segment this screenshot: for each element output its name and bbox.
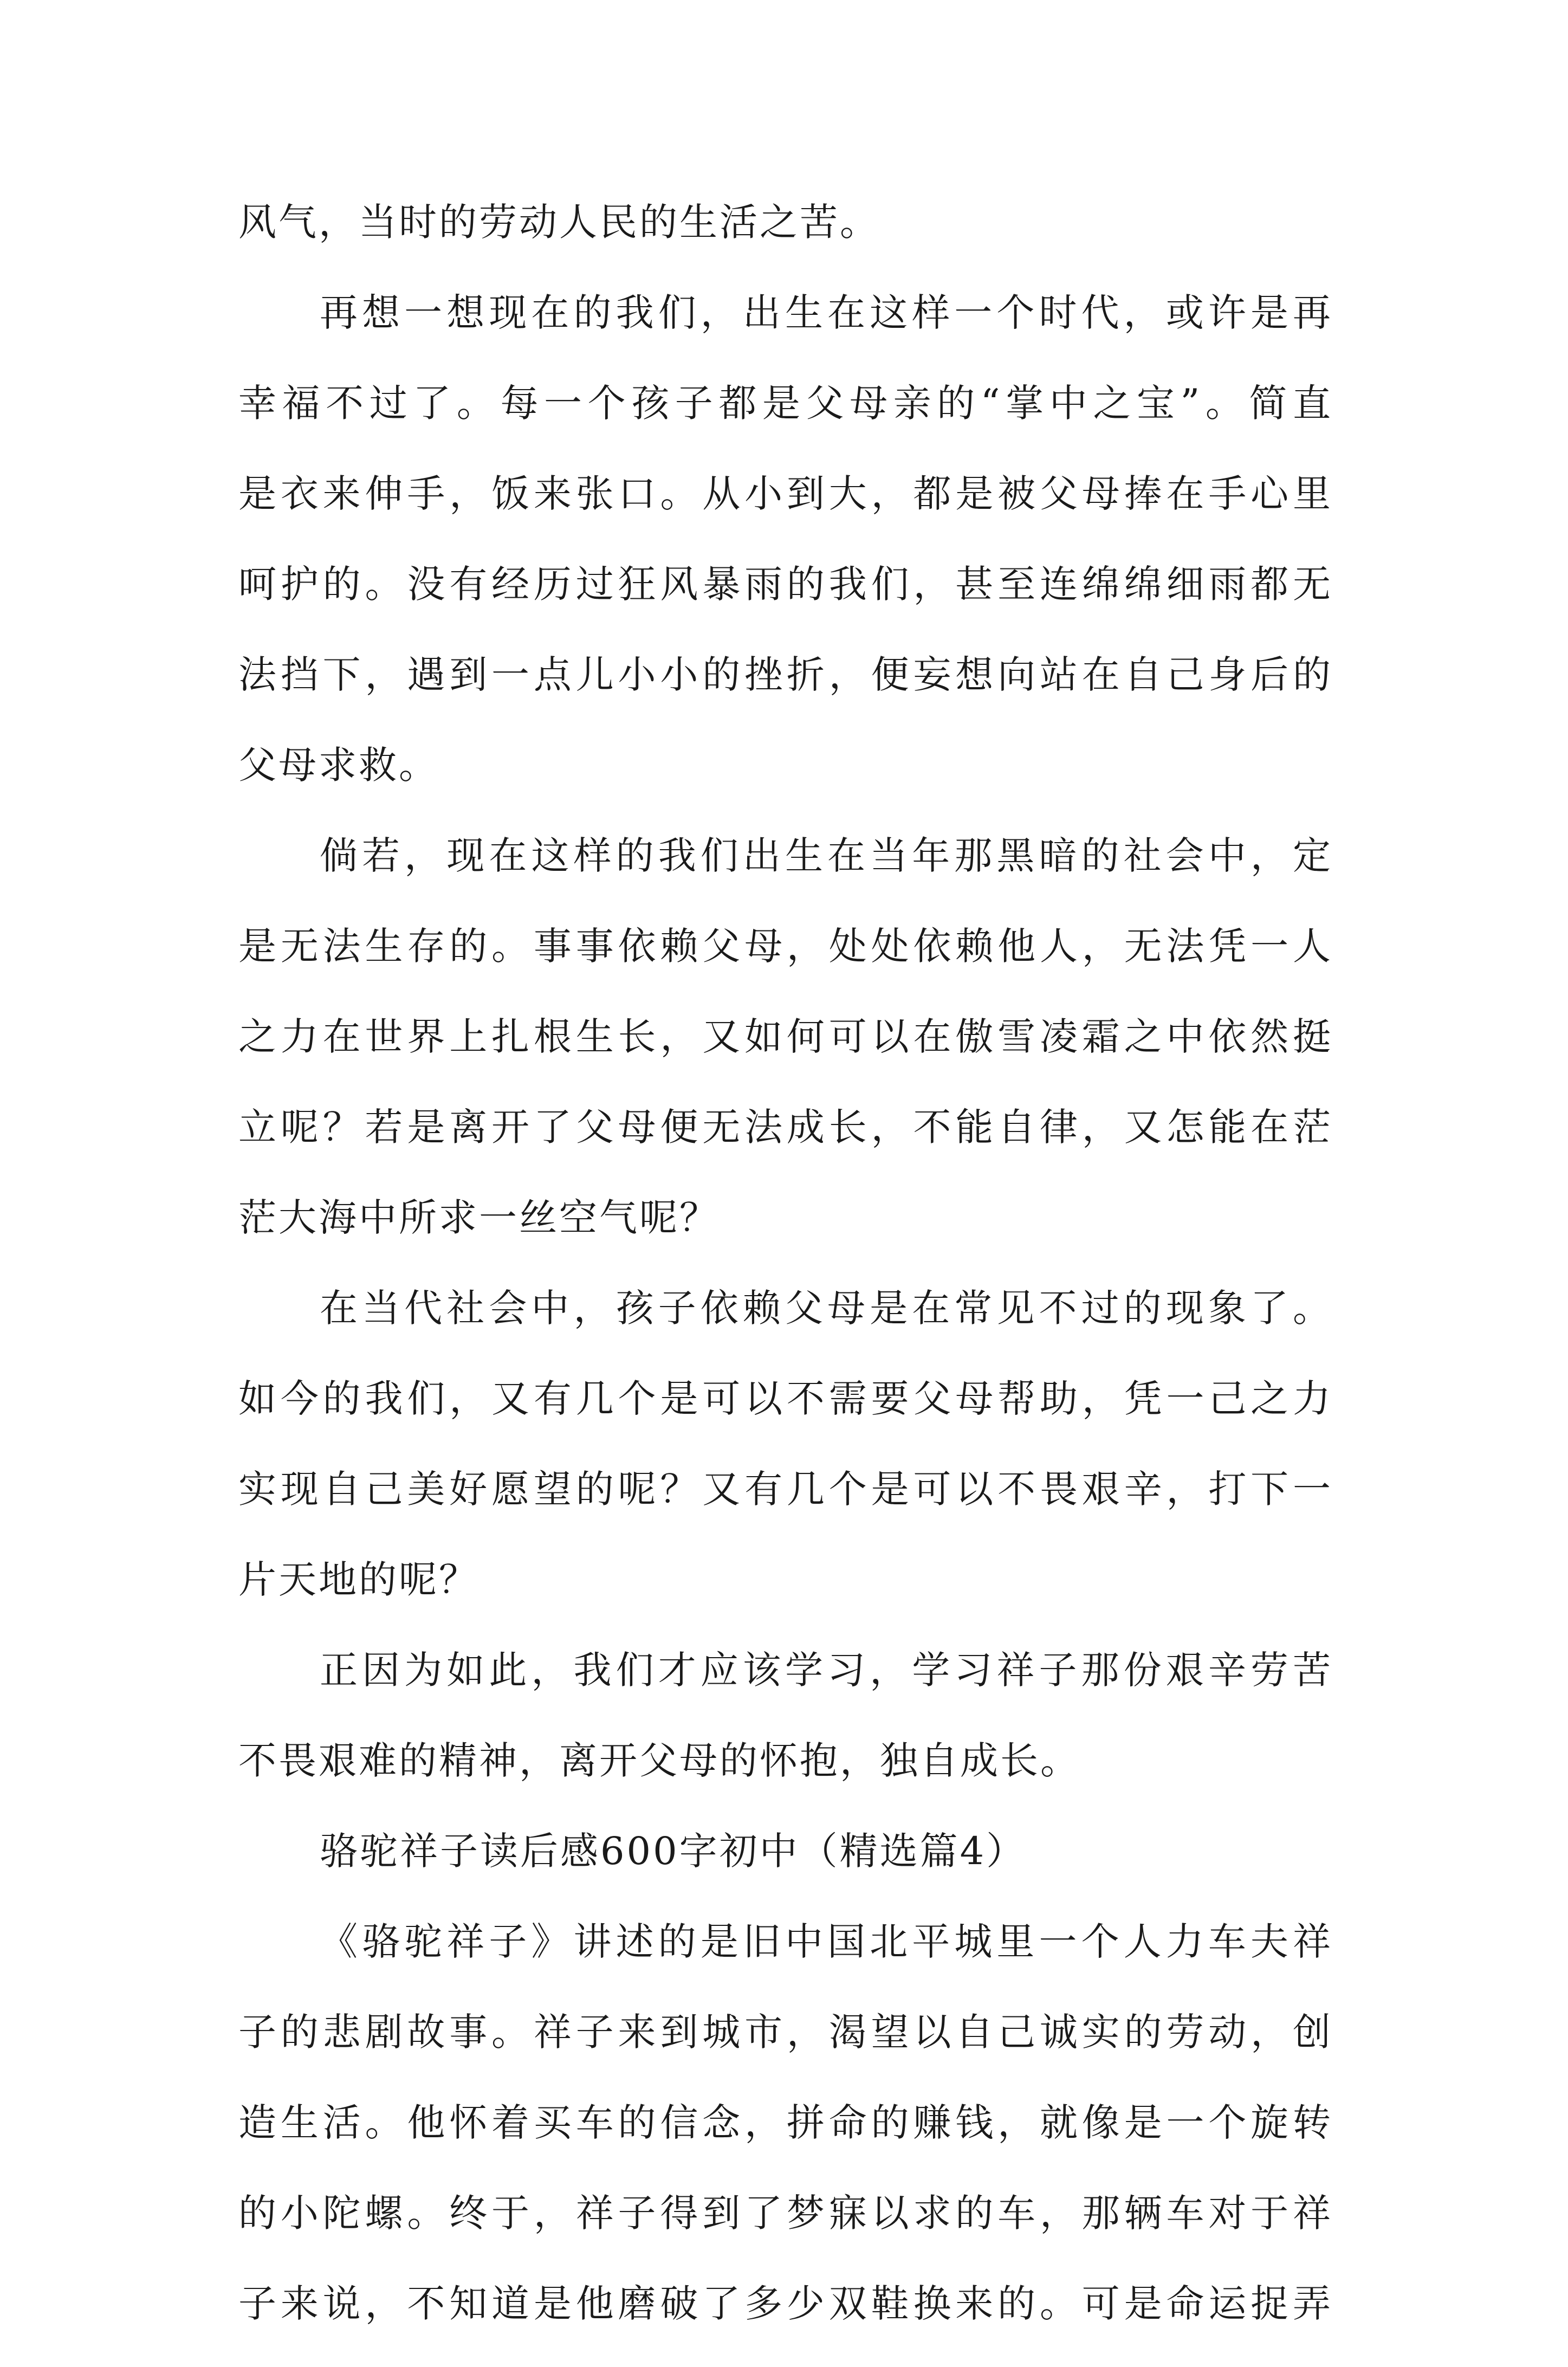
text-line <box>238 1372 1333 1462</box>
text-line <box>238 738 1333 829</box>
paragraph-start-line <box>238 1915 1333 2005</box>
line-text: 父母求救。 <box>238 743 439 787</box>
line-text: 如今的我们，又有几个是可以不需要父母帮助，凭一己之力 <box>238 1376 1333 1421</box>
text-line <box>238 2005 1333 2096</box>
line-text: 倘若，现在这样的我们出生在当年那黑暗的社会中，定 <box>320 833 1333 878</box>
line-text: 是衣来伸手，饭来张口。从小到大，都是被父母捧在手心里 <box>238 471 1333 516</box>
paragraph-start-line <box>238 829 1333 919</box>
text-line <box>238 1100 1333 1191</box>
section-heading <box>238 1824 1333 1915</box>
line-text: 法挡下，遇到一点儿小小的挫折，便妄想向站在自己身后的 <box>238 652 1333 697</box>
line-text: 风气，当时的劳动人民的生活之苦。 <box>238 200 880 244</box>
line-text: 的小陀螺。终于，祥子得到了梦寐以求的车，那辆车对于祥 <box>238 2191 1333 2235</box>
text-line <box>238 1191 1333 1281</box>
text-line <box>238 195 1333 286</box>
line-text: 正因为如此，我们才应该学习，学习祥子那份艰辛劳苦 <box>320 1648 1333 1692</box>
line-text: 之力在世界上扎根生长，又如何可以在傲雪凌霜之中依然挺 <box>238 1014 1333 1059</box>
line-text: 茫大海中所求一丝空气呢？ <box>238 1195 720 1240</box>
text-line <box>238 2186 1333 2277</box>
text-line <box>238 919 1333 1010</box>
line-text: 子来说，不知道是他磨破了多少双鞋换来的。可是命运捉弄 <box>238 2281 1333 2326</box>
line-text: 实现自己美好愿望的呢？又有几个是可以不畏艰辛，打下一 <box>238 1467 1333 1511</box>
line-text: 幸福不过了。每一个孩子都是父母亲的“掌中之宝”。简直 <box>238 381 1333 425</box>
text-line <box>238 1462 1333 1553</box>
line-text: 不畏艰难的精神，离开父母的怀抱，独自成长。 <box>238 1738 1080 1783</box>
text-line <box>238 648 1333 738</box>
text-line <box>238 1010 1333 1100</box>
document-page <box>238 195 1333 2367</box>
heading-text: 骆驼祥子读后感600字初中（精选篇4） <box>320 1829 1027 1873</box>
paragraph-start-line <box>238 1643 1333 1734</box>
line-text: 片天地的呢？ <box>238 1557 479 1602</box>
text-line <box>238 2096 1333 2186</box>
text-line <box>238 376 1333 467</box>
line-text: 子的悲剧故事。祥子来到城市，渴望以自己诚实的劳动，创 <box>238 2010 1333 2054</box>
text-line <box>238 557 1333 648</box>
line-text: 是无法生存的。事事依赖父母，处处依赖他人，无法凭一人 <box>238 924 1333 968</box>
line-text: 再想一想现在的我们，出生在这样一个时代，或许是再 <box>320 290 1333 335</box>
line-text: 造生活。他怀着买车的信念，拼命的赚钱，就像是一个旋转 <box>238 2100 1333 2145</box>
paragraph-start-line <box>238 286 1333 376</box>
line-text: 在当代社会中，孩子依赖父母是在常见不过的现象了。 <box>320 1286 1333 1330</box>
line-text: 立呢？若是离开了父母便无法成长，不能自律，又怎能在茫 <box>238 1105 1333 1149</box>
text-line <box>238 467 1333 557</box>
paragraph-start-line <box>238 1281 1333 1372</box>
text-line <box>238 1553 1333 1643</box>
line-text: 呵护的。没有经历过狂风暴雨的我们，甚至连绵绵细雨都无 <box>238 562 1333 606</box>
text-line <box>238 1734 1333 1824</box>
text-line <box>238 2277 1333 2367</box>
line-text: 《骆驼祥子》讲述的是旧中国北平城里一个人力车夫祥 <box>320 1919 1333 1964</box>
